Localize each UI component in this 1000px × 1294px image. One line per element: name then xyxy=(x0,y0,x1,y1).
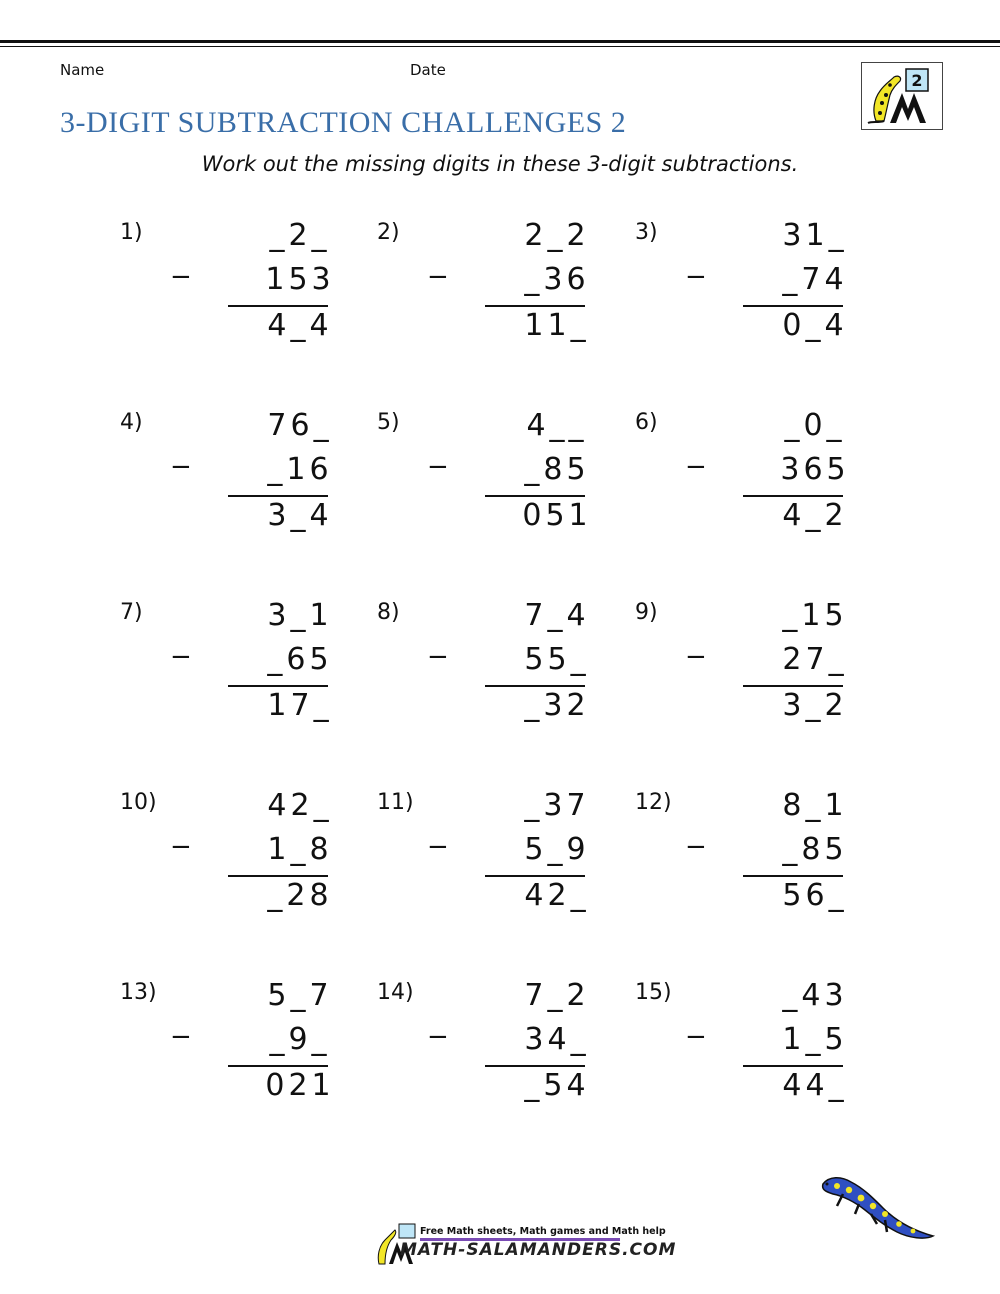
subtrahend: 34_ xyxy=(524,1022,590,1057)
difference: _54 xyxy=(524,1068,590,1103)
problem-8 xyxy=(377,600,627,750)
problem-number: 3) xyxy=(635,220,658,245)
problem-4 xyxy=(120,410,370,560)
problem-number: 7) xyxy=(120,600,143,625)
minus-sign: − xyxy=(427,262,449,292)
minuend: _2_ xyxy=(269,218,331,253)
problem-number: 10) xyxy=(120,790,157,815)
subtrahend: 365 xyxy=(780,452,850,487)
top-border xyxy=(0,40,1000,43)
answer-line xyxy=(485,1065,585,1067)
minus-sign: − xyxy=(170,642,192,672)
footer-site-link[interactable]: MATH-SALAMANDERS.COM xyxy=(400,1240,677,1260)
subtrahend: 5_9 xyxy=(524,832,590,867)
answer-line xyxy=(228,685,328,687)
salamander-icon xyxy=(815,1170,940,1250)
minuend: _15 xyxy=(782,598,848,633)
problem-13 xyxy=(120,980,370,1130)
minuend: _37 xyxy=(524,788,590,823)
difference: 3_4 xyxy=(267,498,333,533)
minus-sign: − xyxy=(427,1022,449,1052)
answer-line xyxy=(485,495,585,497)
subtrahend: _74 xyxy=(782,262,848,297)
minus-sign: − xyxy=(427,642,449,672)
minuend: 76_ xyxy=(267,408,333,443)
name-label: Name xyxy=(60,61,105,79)
difference: _32 xyxy=(524,688,590,723)
problem-number: 12) xyxy=(635,790,672,815)
instructions: Work out the missing digits in these 3-digit subtractions. xyxy=(201,152,799,176)
difference: 4_2 xyxy=(782,498,848,533)
problem-2 xyxy=(377,220,627,370)
answer-line xyxy=(228,495,328,497)
logo-badge: 2 xyxy=(911,71,923,90)
problem-number: 2) xyxy=(377,220,400,245)
minuend: _0_ xyxy=(784,408,846,443)
answer-line xyxy=(228,875,328,877)
subtrahend: 1_8 xyxy=(267,832,333,867)
problem-number: 11) xyxy=(377,790,414,815)
difference: 021 xyxy=(265,1068,335,1103)
difference: 3_2 xyxy=(782,688,848,723)
minus-sign: − xyxy=(685,262,707,292)
minuend: 2_2 xyxy=(524,218,590,253)
answer-line xyxy=(743,305,843,307)
answer-line xyxy=(228,1065,328,1067)
difference: 17_ xyxy=(267,688,333,723)
problem-15 xyxy=(635,980,885,1130)
problem-10 xyxy=(120,790,370,940)
minuend: 42_ xyxy=(267,788,333,823)
problem-number: 9) xyxy=(635,600,658,625)
problem-5 xyxy=(377,410,627,560)
minuend: _43 xyxy=(782,978,848,1013)
answer-line xyxy=(743,685,843,687)
answer-line xyxy=(743,1065,843,1067)
minuend: 8_1 xyxy=(782,788,848,823)
subtrahend: 55_ xyxy=(524,642,590,677)
subtrahend: _85 xyxy=(782,832,848,867)
minus-sign: − xyxy=(685,642,707,672)
answer-line xyxy=(743,495,843,497)
subtrahend: 27_ xyxy=(782,642,848,677)
footer-tagline: Free Math sheets, Math games and Math help xyxy=(420,1226,666,1237)
answer-line xyxy=(485,875,585,877)
subtrahend: _36 xyxy=(524,262,590,297)
difference: _28 xyxy=(267,878,333,913)
problem-number: 8) xyxy=(377,600,400,625)
minus-sign: − xyxy=(170,1022,192,1052)
problem-12 xyxy=(635,790,885,940)
minuend: 7_4 xyxy=(524,598,590,633)
difference: 11_ xyxy=(524,308,590,343)
minus-sign: − xyxy=(170,832,192,862)
problem-7 xyxy=(120,600,370,750)
difference: 42_ xyxy=(524,878,590,913)
problem-11 xyxy=(377,790,627,940)
subtrahend: _65 xyxy=(267,642,333,677)
minus-sign: − xyxy=(685,832,707,862)
minus-sign: − xyxy=(170,452,192,482)
difference: 0_4 xyxy=(782,308,848,343)
problem-3 xyxy=(635,220,885,370)
subtrahend: 153 xyxy=(265,262,335,297)
minus-sign: − xyxy=(685,1022,707,1052)
subtrahend: _85 xyxy=(524,452,590,487)
minuend: 7_2 xyxy=(524,978,590,1013)
difference: 44_ xyxy=(782,1068,848,1103)
problem-number: 4) xyxy=(120,410,143,435)
date-label: Date xyxy=(410,61,446,79)
difference: 56_ xyxy=(782,878,848,913)
subtrahend: _9_ xyxy=(269,1022,331,1057)
answer-line xyxy=(228,305,328,307)
minus-sign: − xyxy=(427,832,449,862)
math-salamanders-logo-icon xyxy=(861,62,943,130)
minuend: 4__ xyxy=(526,408,588,443)
answer-line xyxy=(743,875,843,877)
problem-9 xyxy=(635,600,885,750)
problem-6 xyxy=(635,410,885,560)
subtrahend: _16 xyxy=(267,452,333,487)
minus-sign: − xyxy=(685,452,707,482)
answer-line xyxy=(485,685,585,687)
answer-line xyxy=(485,305,585,307)
problem-1 xyxy=(120,220,370,370)
problem-number: 1) xyxy=(120,220,143,245)
top-border-thin xyxy=(0,46,1000,47)
problem-14 xyxy=(377,980,627,1130)
difference: 051 xyxy=(522,498,592,533)
problem-number: 5) xyxy=(377,410,400,435)
problem-number: 14) xyxy=(377,980,414,1005)
minus-sign: − xyxy=(170,262,192,292)
minuend: 3_1 xyxy=(267,598,333,633)
minuend: 31_ xyxy=(782,218,848,253)
problem-number: 15) xyxy=(635,980,672,1005)
minus-sign: − xyxy=(427,452,449,482)
problem-number: 13) xyxy=(120,980,157,1005)
difference: 4_4 xyxy=(267,308,333,343)
subtrahend: 1_5 xyxy=(782,1022,848,1057)
minuend: 5_7 xyxy=(267,978,333,1013)
page-title: 3-DIGIT SUBTRACTION CHALLENGES 2 xyxy=(60,106,627,139)
problem-number: 6) xyxy=(635,410,658,435)
